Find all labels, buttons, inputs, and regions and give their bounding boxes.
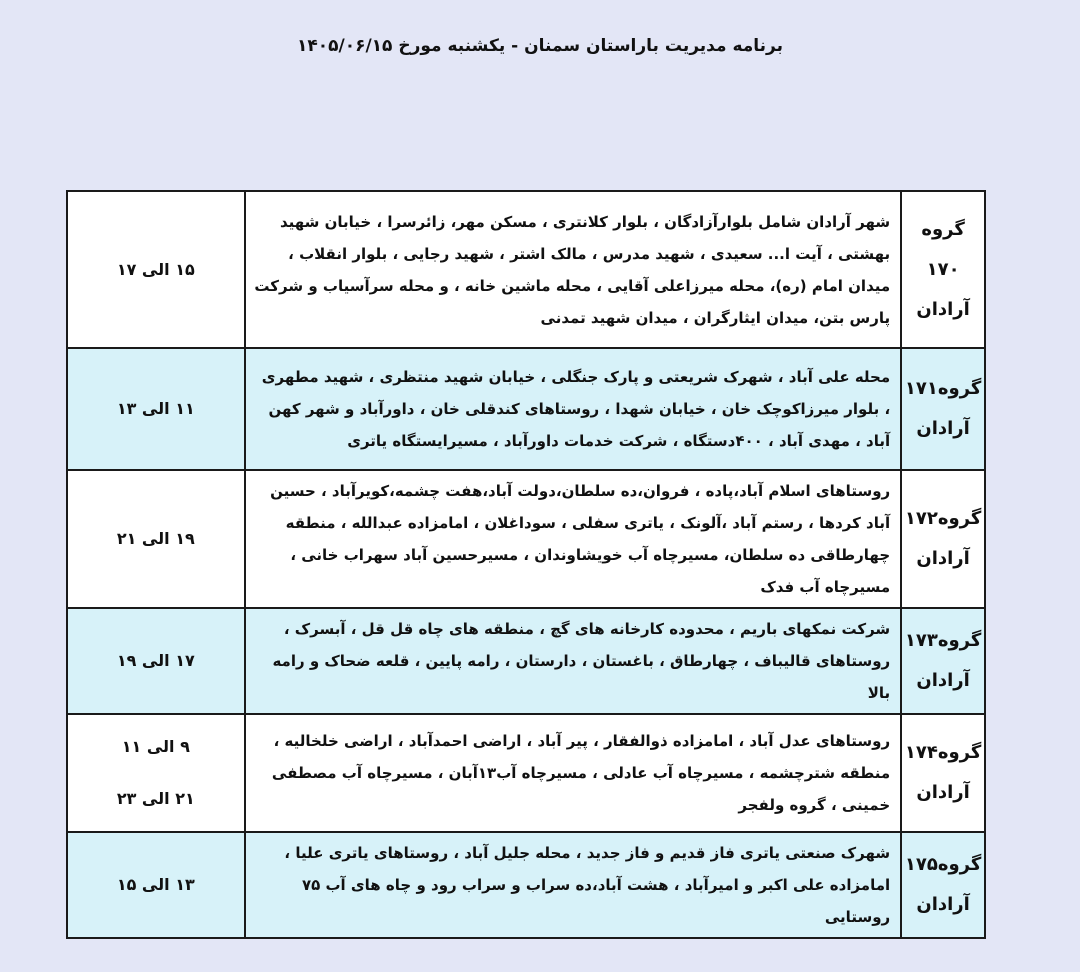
group-area-label: آرادان	[916, 418, 970, 439]
group-cell	[901, 470, 985, 608]
table-row	[67, 348, 985, 470]
group-name: گروه۱۷۳	[904, 630, 982, 651]
group-area-label: آرادان	[916, 782, 970, 803]
time-range: ۱۱ الی ۱۳	[116, 399, 195, 418]
group-cell	[901, 608, 985, 714]
group-area-label: آرادان	[916, 298, 970, 320]
time-range: ۹ الی ۱۱	[121, 737, 190, 756]
page-title: برنامه مدیریت باراستان سمنان - یکشنبه مورخ ۱۴۰۵/۰۶/۱۵	[296, 36, 784, 56]
time-range: ۱۷ الی ۱۹	[116, 651, 195, 670]
areas-cell: روستاهای عدل آباد ، امامزاده ذوالفقار ، پیر آباد ، اراضی احمدآباد ، اراضی خلخالیه ، منطقه شترچشمه ، مسیرچاه آب عادلی ، مسیرچاه آب۱۳آبان ، مسیرچاه آب مصطفی خمینی ، گروه ولفجر	[245, 714, 902, 832]
areas-cell: روستاهای اسلام آباد،پاده ، فروان،ده سلطان،دولت آباد،هفت چشمه،کویرآباد ، حسین آباد کردها ، رستم آباد ،آلونک ، یاتری سفلی ، سوداغلان ، امامزاده عبدالله ، منطقه چهارطاقی ده سلطان، مسیرچاه آب خویشاوندان ، مسیرحسین آباد سهراب خانی ، مسیرچاه آب فدک	[245, 470, 902, 608]
table-row	[67, 832, 985, 938]
time-range: ۱۵ الی ۱۷	[116, 259, 195, 279]
group-area-label: آرادان	[916, 548, 970, 569]
areas-cell: محله علی آباد ، شهرک شریعتی و پارک جنگلی ، خیابان شهید منتظری ، شهید مطهری ، بلوار میرزاکوچک خان ، خیابان شهدا ، روستاهای کندقلی خان ، داورآباد و شهر کهن آباد ، مهدی آباد ، ۴۰۰دستگاه ، شرکت خدمات داورآباد ، مسیرایستگاه یاتری	[245, 348, 902, 470]
time-range: ۱۳ الی ۱۵	[116, 875, 195, 894]
group-name: گروه ۱۷۰	[921, 218, 965, 280]
time-cell	[67, 608, 245, 714]
areas-cell: شرکت نمکهای باریم ، محدوده کارخانه های گچ ، منطقه های چاه قل قل ، آبسرک ، روستاهای قالیباف ، چهارطاق ، باغستان ، دارستان ، رامه پایین ، قلعه ضحاک و رامه بالا	[245, 608, 902, 714]
table-row	[67, 191, 985, 348]
group-area-label: آرادان	[916, 670, 970, 691]
group-cell	[901, 191, 985, 348]
areas-cell: شهر آرادان شامل بلوارآزادگان ، بلوار کلانتری ، مسکن مهر، زائرسرا ، خیابان شهید بهشتی ، آیت ا... سعیدی ، شهید مدرس ، مالک اشتر ، شهید رجایی ، بلوار انقلاب ، میدان امام (ره)، محله میرزاعلی آقایی ، محله ماشین خانه ، و محله سرآسیاب و شرکت پارس بتن، میدان ایثارگران ، میدان شهید تمدنی	[245, 191, 902, 348]
time-cell	[67, 348, 245, 470]
time-range-second: ۲۱ الی ۲۳	[116, 789, 195, 808]
group-cell	[901, 832, 985, 938]
group-cell	[901, 348, 985, 470]
table-row	[67, 608, 985, 714]
time-cell	[67, 191, 245, 348]
time-cell	[67, 832, 245, 938]
schedule-table	[66, 190, 986, 939]
group-name: گروه۱۷۱	[904, 378, 982, 399]
time-range: ۱۹ الی ۲۱	[116, 529, 195, 548]
table-row	[67, 714, 985, 832]
areas-cell: شهرک صنعتی یاتری فاز قدیم و فاز جدید ، محله جلیل آباد ، روستاهای یاتری علیا ، امامزاده علی اکبر و امیرآباد ، هشت آباد،ده سراب و سراب رود و چاه های آب ۷۵ روستایی	[245, 832, 902, 938]
group-cell	[901, 714, 985, 832]
time-cell	[67, 714, 245, 832]
group-area-label: آرادان	[916, 894, 970, 915]
table-row	[67, 470, 985, 608]
time-cell	[67, 470, 245, 608]
group-name: گروه۱۷۵	[904, 854, 982, 875]
group-name: گروه۱۷۴	[904, 742, 982, 763]
group-name: گروه۱۷۲	[904, 508, 982, 529]
